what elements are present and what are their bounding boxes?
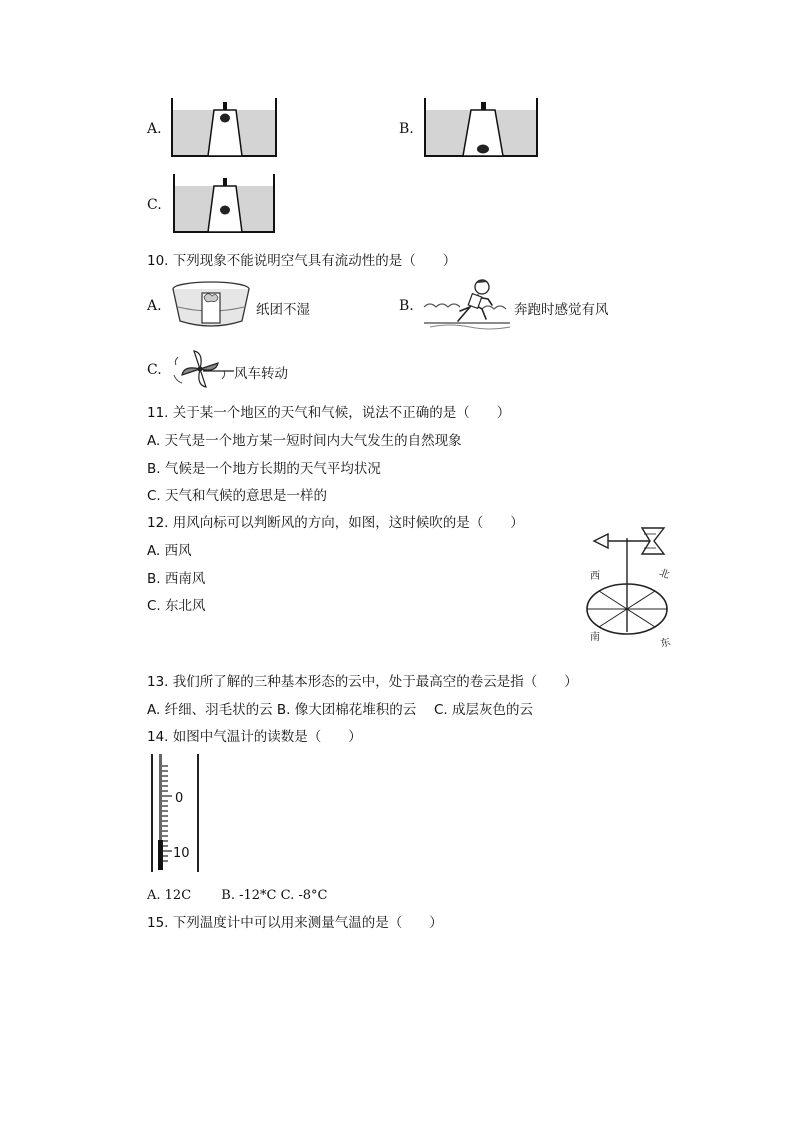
q9-option-b-letter: B. — [399, 121, 414, 137]
q10-option-a-letter: A. — [147, 298, 162, 314]
q9-option-c-letter: C. — [147, 197, 162, 213]
q10-option-b-letter: B. — [399, 298, 414, 314]
q12-option-c: C. 东北风 — [147, 598, 206, 614]
q10-option-a-tub-figure — [170, 279, 252, 331]
q13-options: A. 纤细、羽毛状的云 B. 像大团棉花堆积的云 C. 成层灰色的云 — [147, 702, 534, 718]
q10-question: 10. 下列现象不能说明空气具有流动性的是（ ） — [147, 253, 457, 269]
compass-south-label: 南 — [590, 632, 600, 643]
thermometer-ten-label: 10 — [173, 846, 190, 861]
thermometer-zero-label: 0 — [175, 791, 184, 806]
compass-north-label: 北 — [657, 567, 671, 582]
q12-option-b: B. 西南风 — [147, 571, 206, 587]
q10-option-a-caption: 纸团不湿 — [256, 302, 310, 318]
q9-option-b-beaker-figure — [423, 98, 541, 160]
q15-question: 15. 下列温度计中可以用来测量气温的是（ ） — [147, 915, 443, 931]
q11-option-b: B. 气候是一个地方长期的天气平均状况 — [147, 461, 381, 477]
q14-options: A. 12C B. -12*C C. -8°C — [147, 888, 328, 903]
compass-east-label: 东 — [659, 636, 672, 651]
q11-option-a: A. 天气是一个地方某一短时间内大气发生的自然现象 — [147, 433, 462, 449]
q13-question: 13. 我们所了解的三种基本形态的云中，处于最高空的卷云是指（ ） — [147, 674, 578, 690]
q12-question: 12. 用风向标可以判断风的方向，如图，这时候吹的是（ ） — [147, 515, 524, 531]
q10-option-b-runner-figure — [420, 277, 512, 333]
q11-option-c: C. 天气和气候的意思是一样的 — [147, 488, 328, 504]
q9-option-c-beaker-figure — [172, 174, 278, 236]
compass-west-label: 西 — [590, 571, 600, 582]
q10-option-c-caption: 风车转动 — [234, 366, 288, 382]
q10-option-c-letter: C. — [147, 362, 162, 378]
q14-question: 14. 如图中气温计的读数是（ ） — [147, 729, 362, 745]
q12-option-a: A. 西风 — [147, 543, 192, 559]
q9-option-a-beaker-figure — [170, 98, 280, 160]
q10-option-c-pinwheel-figure — [170, 349, 236, 391]
q11-question: 11. 关于某一个地区的天气和气候，说法不正确的是（ ） — [147, 405, 511, 421]
q9-option-a-letter: A. — [147, 121, 162, 137]
q10-option-b-caption: 奔跑时感觉有风 — [514, 302, 609, 318]
